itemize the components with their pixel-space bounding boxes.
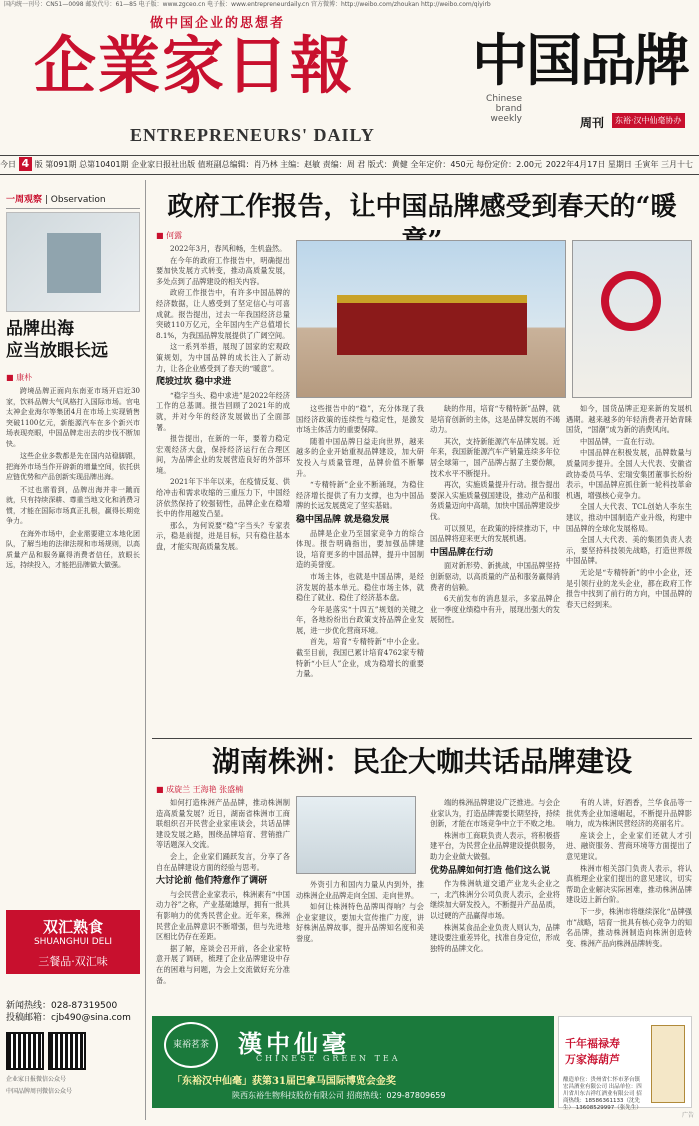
article2-column-1 <box>156 798 290 1010</box>
paragraph: “稳字当头、稳中求进”是2022年经济工作的总基调。报告回顾了2021年的成就，并对今年的经济发展做出了全面部署。 <box>156 390 290 432</box>
tea-english: CHINESE GREEN TEA <box>256 1054 401 1063</box>
paragraph: 株洲某食品企业负责人则认为，品牌建设要注重差异化，找准自身定位，形成独特的品牌文化。 <box>430 922 560 953</box>
qr-code-icon[interactable] <box>6 1032 44 1070</box>
paragraph: 面对新形势、新挑战，中国品牌坚持创新驱动，以高质量的产品和服务赢得消费者的信赖。 <box>430 561 560 592</box>
article1-column-4 <box>566 404 692 734</box>
paragraph: 市场主体，也就是中国品牌，是经济发展的基本单元。稳住市场主体，就稳住了就业、稳住了经济基本盘。 <box>296 571 424 603</box>
article1-column-1 <box>156 244 290 734</box>
issue-details: 版 第091期 总第10401期 企业家日报社出版 值班副总编辑：肖乃林 主编：赵敏 责编：周 君 版式：黄健 全年定价：450元 每份定价：2.00元 <box>34 160 542 169</box>
sidebar-title[interactable] <box>6 318 140 362</box>
paragraph: 全国人大代表、TCL创始人李东生建议，推动中国制造产业升级，构建中国品牌的全球化发展格局。 <box>566 502 692 533</box>
paragraph: 缺的作用，培育“专精特新”品牌，就是培育创新的主体，这是品牌发展的不竭动力。 <box>430 404 560 435</box>
paragraph: 6天前发布的消息显示，多家品牌企业一季度业绩稳中有升，展现出强大的发展韧性。 <box>430 594 560 625</box>
issue-info-bar <box>0 155 699 175</box>
sponsor-badge: 东裕·汉中仙毫协办 <box>612 113 685 128</box>
page-count-badge: 4 <box>19 157 33 171</box>
submit-email[interactable]: 投稿邮箱：cjb490@sina.com <box>6 1013 131 1023</box>
paragraph: 中国品牌在积极发展，品牌数量与质量同步提升。全国人大代表、安徽省政协委员马华、宏瑞安集团董事长纷纷表示，中国品牌应抓住新一轮科技革命机遇，增强核心竞争力。 <box>566 448 692 500</box>
paragraph: 端的株洲品牌建设广泛推进。与会企业家认为，打造品牌需要长期坚持，持续创新，才能在市场竞争中立于不败之地。 <box>430 798 560 829</box>
tea-award: 「东裕汉中仙毫」获第31届巴拿马国际博览会金奖 <box>172 1076 396 1087</box>
article1-column-3 <box>430 404 560 734</box>
column-divider <box>145 180 146 1120</box>
paragraph: 可以预见，在政策的持续推动下，中国品牌将迎来更大的发展机遇。 <box>430 523 560 544</box>
brand-title: 中国品牌 <box>472 29 688 94</box>
paragraph: 今年是落实“十四五”规划的关键之年，各地纷纷出台政策支持品牌企业发展，进一步优化营商环境。 <box>296 604 424 635</box>
issue-date: 2022年4月17日 星期日 壬寅年 三月十七 <box>545 160 693 169</box>
qr-code-icon[interactable] <box>48 1032 86 1070</box>
sidebar-paragraph: 这些企业多数都是先在国内站稳脚跟，把海外市场当作开辟新的增量空间，依托供应链优势和产品创新实现品牌出海。 <box>6 452 140 481</box>
tiananmen-photo <box>296 240 566 398</box>
paragraph: 如何打造株洲产品品牌，推动株洲制造高质量发展？近日，湖南省株洲市工商联组织召开民营企业家座谈会，共话品牌建设发展之路，围绕品牌培育、营销推广等话题深入交流。 <box>156 798 290 850</box>
laptop-icon <box>47 233 101 293</box>
article2-column-4 <box>566 798 692 1010</box>
paragraph: 会上，企业家们踊跃发言，分享了各自在品牌建设方面的经验与思考。 <box>156 851 290 872</box>
masthead-english: ENTREPRENEURS' DAILY <box>130 125 375 145</box>
tea-name: 漢中仙毫 <box>238 1029 350 1058</box>
paragraph: 有的人讲，好酒香，兰华食品等一批优秀企业加速崛起，不断提升品牌影响力，成为株洲民营经济的亮丽名片。 <box>566 798 692 829</box>
sidebar-photo <box>6 212 140 312</box>
paragraph: 这些报告中的“稳”，充分体现了我国经济政策的连续性与稳定性，是激发市场主体活力的重要保障。 <box>296 404 424 435</box>
top-info-line: 国内统一刊号：CN51—0098 邮发代号：61—85 电子版：www.zgceo.cn 电子报：www.entrepreneurdaily.cn 官方微博：http://weibo.com/zhoukan http://weibo.com/qiyirb <box>4 1 491 8</box>
chinese-knot-icon <box>601 271 661 331</box>
article2-column-2 <box>296 880 424 1010</box>
paragraph: 作为株洲轨道交通产业龙头企业之一，北汽株洲分公司负责人表示，企业将继续加大研发投入，不断提升产品品质，以过硬的产品赢得市场。 <box>430 879 560 920</box>
sidebar-body <box>6 386 140 804</box>
paragraph: 报告提出，在新的一年，要着力稳定宏观经济大盘，保持经济运行在合理区间，为品牌企业的发展营造良好的外部环境。 <box>156 434 290 475</box>
observation-english: Observation <box>50 195 106 205</box>
paragraph: 座谈会上，企业家们还就人才引进、融资服务、营商环境等方面提出了意见建议。 <box>566 830 692 861</box>
article2-column-3 <box>430 798 560 1010</box>
paragraph: “专精特新”企业不断涌现，为稳住经济增长提供了有力支撑，也为中国品牌的长远发展奠定了坚实基础。 <box>296 480 424 511</box>
sidebar-title-line1: 品牌出海 <box>6 319 74 339</box>
deli-english: SHUANGHUI DELI <box>33 937 113 947</box>
paragraph: 再次，实施质量提升行动。报告提出要深入实施质量强国建设，推动产品和服务质量迈向中高端，加快中国品牌建设步伐。 <box>430 480 560 521</box>
subheading: 中国品牌在行动 <box>430 547 494 558</box>
article1-column-2 <box>296 404 424 734</box>
chinese-knot-photo <box>572 240 692 398</box>
qr-caption: 企业家日报微信公众号 <box>6 1076 67 1083</box>
sidebar-paragraph: 不过也需看到，品牌出海并非一蹴而就，只有持续深耕、尊重当地文化和消费习惯，才能在国际市场真正扎根，赢得长期竞争力。 <box>6 485 140 525</box>
subheading: 优势品牌如何打造 他们这么说 <box>430 865 551 876</box>
paragraph: 那么，为何说要“稳”字当头？专家表示，稳是前提，进是目标，只有稳住基本盘，才能实现高质量发展。 <box>156 520 290 552</box>
subheading: 爬坡过坎 稳中求进 <box>156 377 232 388</box>
sidebar-paragraph: 跨境品牌正面向东南亚市场开启近30家，饮料品牌大气风格打入国际市场。官电太神企业海尔等集团4月在市场上实现销售突破1100亿元，新能源汽车在多个新兴市场表现亮眼，中国品牌走出去的步伐不断加快。 <box>6 387 140 448</box>
paragraph: 株洲市工商联负责人表示，将积极搭建平台，为民营企业品牌建设提供服务，助力企业做大做强。 <box>430 830 560 861</box>
paragraph: 如今，国货品牌正迎来新的发展机遇期。越来越多的年轻消费者开始青睐国货，“国潮”成为新的消费风向。 <box>566 404 692 435</box>
sidebar-title-line2: 应当放眼长远 <box>6 341 108 361</box>
weekly-label: 周刊 <box>580 116 605 130</box>
paragraph: 如何让株洲特色品牌叫得响？与会企业家建议，要加大宣传推广力度，讲好株洲品牌故事，提升品牌知名度和美誉度。 <box>296 902 424 943</box>
wine-info: 酿造单位：贵州省仁怀市茅台镇宏昌酒业有限公司 出品单位：四川省川东吉祥红酒业有限公司 招商热线：18586361133（沈先生） 13608529997（张先生） <box>563 1077 642 1111</box>
paragraph: 2021年下半年以来，在疫情反复、供给冲击和需求收缩的三重压力下，中国经济依然保持了较强韧性，品牌企业在稳增长中的作用越发凸显。 <box>156 477 290 519</box>
paragraph: 品牌是企业乃至国家竞争力的综合体现。报告明确指出，要加强品牌建设，培育更多的中国品牌，提升中国制造的美誉度。 <box>296 528 424 570</box>
tea-ad[interactable] <box>152 1016 554 1108</box>
paragraph: 在今年的政府工作报告中，明确提出要加快发展方式转变，推动高质量发展，多处点到了品牌建设的相关内容。 <box>156 255 290 286</box>
shuanghui-ad[interactable] <box>6 910 140 974</box>
sidebar-paragraph: 在海外市场中，企业需要建立本地化团队，了解当地的法律法规和市场规则，以高质量产品和服务赢得消费者信任，放眼长远，持续投入，才能把品牌做大做强。 <box>6 529 140 569</box>
paragraph: 株洲市相关部门负责人表示，将认真梳理企业家们提出的意见建议，切实帮助企业解决实际困难，推动株洲品牌建设迈上新台阶。 <box>566 863 692 905</box>
paragraph: 2022年3月，春风和畅，生机盎然。 <box>170 244 287 253</box>
paragraph: 首先，培育“专精特新”中小企业。截至目前，我国已累计培育4762家专精特新“小巨人”企业，成为稳增长的重要力量。 <box>296 637 424 679</box>
exhibition-photo <box>296 796 416 874</box>
paragraph: 与会民营企业家表示，株洲素有“中国动力谷”之称，产业基础雄厚，拥有一批具有影响力的优秀民营企业。近年来，株洲民营企业品牌意识不断增强，但与先进地区相比仍存在差距。 <box>156 889 290 942</box>
contact-block <box>6 1000 140 1098</box>
paragraph: 无论是“专精特新”的中小企业，还是引领行业的龙头企业，都在政府工作报告中找到了前行的方向，中国品牌的春天已经到来。 <box>566 567 692 609</box>
article1-author: ■ 何露 <box>156 231 183 240</box>
subheading: 大讨论前 他们特意作了调研 <box>156 876 268 887</box>
masthead-logo: 企業家日報 <box>34 29 355 102</box>
wine-line1: 千年福禄寿 <box>565 1037 620 1050</box>
tea-logo: 東裕茗茶 <box>164 1022 218 1068</box>
article2-headline[interactable]: 湖南株洲：民企大咖共话品牌建设 <box>211 745 632 778</box>
paragraph: 据了解，座谈会召开前，各企业家特意开展了调研，梳理了企业品牌建设中存在的困难与问题，为会上交流做好充分准备。 <box>156 943 290 985</box>
wine-ad[interactable] <box>558 1016 692 1111</box>
article1-headline[interactable]: 政府工作报告，让中国品牌感受到春天的“暖 <box>167 192 677 222</box>
paragraph: 这一系列举措，展现了国家的宏观政策规划，为中国品牌的成长注入了新动力，让各企业感受到了春天的“暖意”。 <box>156 342 290 373</box>
paragraph: 政府工作报告中，有许多中国品牌的经济数据，让人感受到了坚定信心与可喜成就。报告提出，过去一年我国经济总量突破110万亿元，全年国内生产总值增长8.1%，为我国品牌发展提供了广阔空间。 <box>156 288 290 340</box>
ad-label: 广告 <box>682 1112 695 1119</box>
wine-line2: 万家海葫芦 <box>565 1053 620 1066</box>
news-hotline: 新闻热线：028-87319500 <box>6 1001 118 1011</box>
today-label: 今日 <box>0 160 16 169</box>
subheading: 稳中国品牌 就是稳发展 <box>296 514 390 525</box>
gate-building <box>337 295 527 355</box>
article2-author: ■ 成旋兰 王海艳 张盛楠 <box>156 785 244 794</box>
observation-header: 一周观察 | Observation <box>6 192 140 209</box>
deli-name: 双汇熟食 <box>42 918 103 936</box>
sidebar-author: ■ 康朴 <box>6 373 33 382</box>
tea-company: 陕西东裕生物科技股份有限公司 招商热线：029-87809659 <box>232 1091 446 1100</box>
paragraph: 随着中国品牌日益走向世界，越来越多的企业开始重视品牌建设，加大研发投入与质量管理，品牌价值不断攀升。 <box>296 436 424 478</box>
tagline: 做中国企业的思想者 <box>150 16 286 31</box>
paragraph: 全国人大代表、美的集团负责人表示，要坚持科技领先战略，打造世界级中国品牌。 <box>566 535 692 566</box>
observation-label: 一周观察 <box>6 195 43 205</box>
paragraph: 外资引力和国内力量从内到外，推动株洲企业品牌走向全国、走向世界。 <box>296 880 424 900</box>
brand-english: Chinese brand weekly <box>486 94 522 124</box>
deli-slogan: 三餐品·双汇味 <box>38 955 108 968</box>
wine-bottle-icon <box>651 1025 685 1103</box>
paragraph: 下一步，株洲市将继续深化“品牌强市”战略，培育一批具有核心竞争力的知名品牌，推动株洲制造向株洲创造转变、株洲产品向株洲品牌转变。 <box>566 906 692 948</box>
qr-caption: 中国品牌周刊微信公众号 <box>6 1088 73 1095</box>
paragraph: 中国品牌，一直在行动。 <box>580 436 660 446</box>
section-divider <box>152 738 692 739</box>
paragraph: 其次，支持新能源汽车品牌发展。近年来，我国新能源汽车产销量连续多年位居全球第一，国产品牌占据了主要份额，技术水平不断提升。 <box>430 436 560 478</box>
